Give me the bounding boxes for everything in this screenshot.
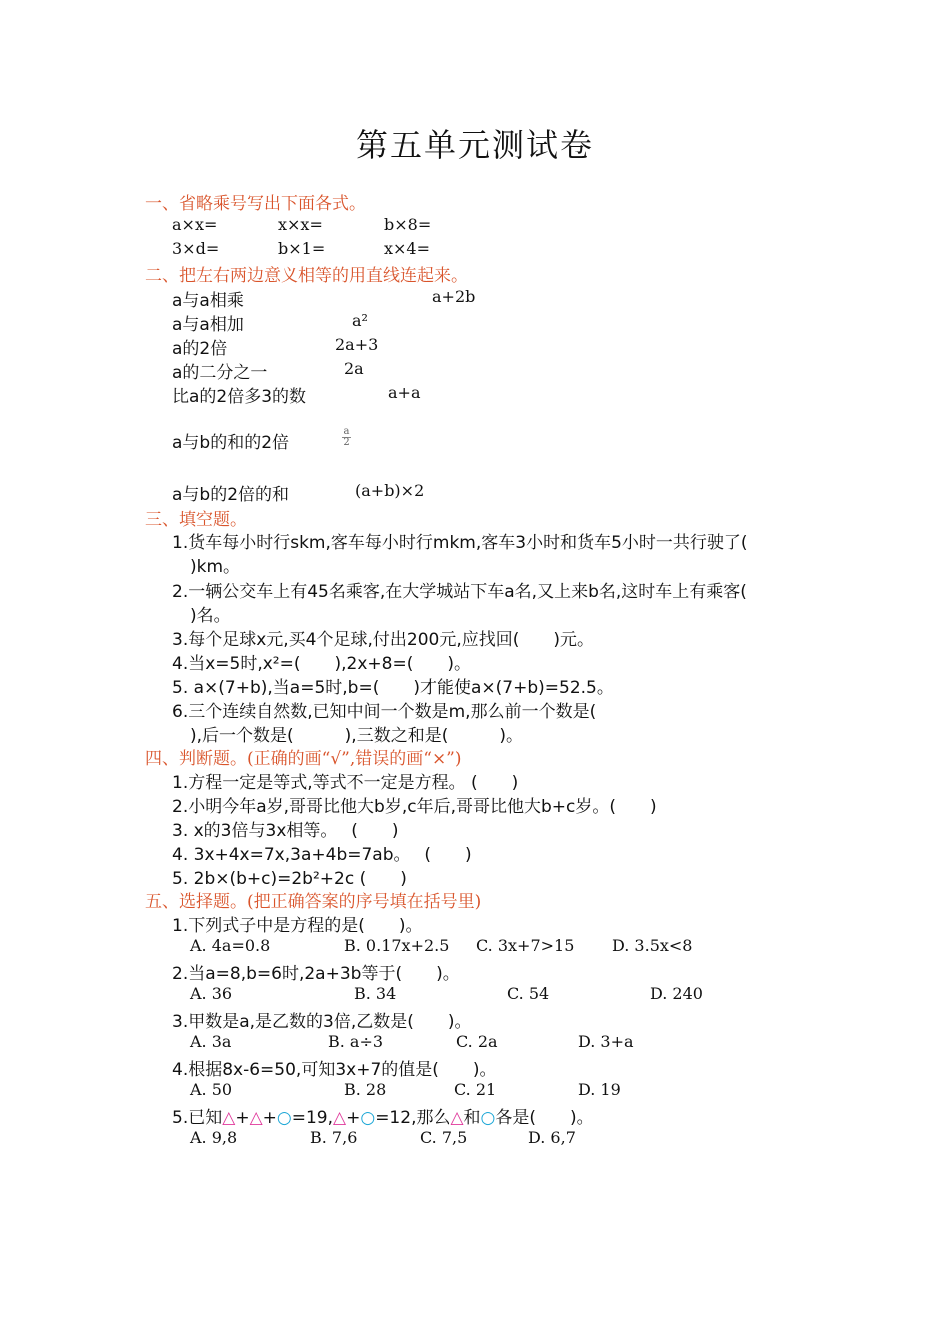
choice-option: D. 6,7: [528, 1128, 576, 1147]
match-left: a与b的2倍的和: [172, 485, 290, 505]
match-left: a的2倍: [172, 339, 228, 359]
choice-option: C. 2a: [456, 1032, 498, 1051]
triangle-symbol: △: [333, 1108, 347, 1128]
s1-item: x×4=: [384, 239, 431, 258]
fill-question-cont: )名。: [190, 606, 231, 626]
s1-item: a×x=: [172, 215, 218, 234]
judge-question: 3. x的3倍与3x相等。 ( ): [172, 821, 399, 841]
choice-question: 2.当a=8,b=6时,2a+3b等于( )。: [172, 964, 460, 984]
choice-option: B. 0.17x+2.5: [344, 936, 450, 955]
match-left: a的二分之一: [172, 363, 268, 383]
fill-question: 5. a×(7+b),当a=5时,b=( )才能使a×(7+b)=52.5。: [172, 678, 614, 698]
choice-option: A. 3a: [190, 1032, 232, 1051]
q5-end: 各是( )。: [495, 1108, 594, 1128]
judge-question: 5. 2b×(b+c)=2b²+2c ( ): [172, 869, 407, 889]
choice-option: A. 36: [190, 984, 233, 1003]
circle-symbol: ○: [480, 1108, 496, 1128]
plus-sign: +: [262, 1108, 277, 1128]
choice-option: B. 28: [344, 1080, 387, 1099]
judge-question: 4. 3x+4x=7x,3a+4b=7ab。 ( ): [172, 845, 472, 865]
q5-eq2: =12,那么: [375, 1108, 451, 1128]
match-left: a与b的和的2倍: [172, 433, 290, 453]
section-3-heading: 三、填空题。: [145, 510, 247, 530]
choice-option: C. 3x+7>15: [476, 936, 575, 955]
choice-question-5: [172, 1103, 594, 1128]
s1-item: b×1=: [278, 239, 326, 258]
triangle-symbol: △: [450, 1108, 464, 1128]
match-right: a²: [352, 311, 368, 330]
judge-question: 2.小明今年a岁,哥哥比他大b岁,c年后,哥哥比他大b+c岁。( ): [172, 797, 657, 817]
plus-sign: +: [235, 1108, 250, 1128]
judge-question: 1.方程一定是等式,等式不一定是方程。 ( ): [172, 773, 519, 793]
fill-question: 3.每个足球x元,买4个足球,付出200元,应找回( )元。: [172, 630, 595, 650]
match-left: 比a的2倍多3的数: [172, 387, 307, 407]
fill-question: 1.货车每小时行skm,客车每小时行mkm,客车3小时和货车5小时一共行驶了(: [172, 533, 748, 553]
q5-eq1: =19,: [291, 1108, 334, 1128]
s1-item: x×x=: [278, 215, 323, 234]
match-left: a与a相乘: [172, 291, 244, 311]
triangle-symbol: △: [249, 1108, 263, 1128]
section-2-heading: 二、把左右两边意义相等的用直线连起来。: [145, 266, 468, 286]
choice-question: 3.甲数是a,是乙数的3倍,乙数是( )。: [172, 1012, 472, 1032]
choice-option: D. 240: [650, 984, 703, 1003]
choice-option: C. 21: [454, 1080, 497, 1099]
match-right-fraction: [342, 427, 351, 448]
choice-question: 1.下列式子中是方程的是( )。: [172, 916, 423, 936]
choice-option: D. 3.5x<8: [612, 936, 693, 955]
triangle-symbol: △: [222, 1108, 236, 1128]
plus-sign: +: [346, 1108, 361, 1128]
fraction-numerator: a: [343, 426, 350, 437]
q5-prefix: 5.已知: [172, 1108, 223, 1128]
match-right: a+2b: [432, 287, 476, 306]
section-1-heading: 一、省略乘号写出下面各式。: [145, 194, 366, 214]
fill-question-cont: )km。: [190, 557, 241, 577]
fill-question: 4.当x=5时,x²=( ),2x+8=( )。: [172, 654, 471, 674]
choice-option: A. 4a=0.8: [190, 936, 271, 955]
choice-option: D. 19: [578, 1080, 621, 1099]
choice-option: B. 34: [354, 984, 397, 1003]
choice-option: D. 3+a: [578, 1032, 634, 1051]
section-4-heading: 四、判断题。(正确的画“√”,错误的画“×”): [145, 749, 462, 769]
page-title: 第五单元测试卷: [355, 126, 594, 164]
choice-option: C. 7,5: [420, 1128, 468, 1147]
match-right: (a+b)×2: [355, 481, 425, 500]
s1-item: 3×d=: [172, 239, 220, 258]
choice-question: 4.根据8x-6=50,可知3x+7的值是( )。: [172, 1060, 497, 1080]
s1-item: b×8=: [384, 215, 432, 234]
match-right: 2a+3: [335, 335, 379, 354]
fraction-denominator: 2: [343, 437, 350, 448]
choice-option: B. 7,6: [310, 1128, 358, 1147]
circle-symbol: ○: [276, 1108, 292, 1128]
q5-and: 和: [463, 1108, 481, 1128]
fill-question: 2.一辆公交车上有45名乘客,在大学城站下车a名,又上来b名,这时车上有乘客(: [172, 582, 747, 602]
match-left: a与a相加: [172, 315, 244, 335]
choice-option: A. 50: [190, 1080, 233, 1099]
choice-option: B. a÷3: [328, 1032, 384, 1051]
section-5-heading: 五、选择题。(把正确答案的序号填在括号里): [145, 892, 482, 912]
match-right: a+a: [388, 383, 421, 402]
fill-question: 6.三个连续自然数,已知中间一个数是m,那么前一个数是(: [172, 702, 597, 722]
choice-option: A. 9,8: [190, 1128, 238, 1147]
choice-option: C. 54: [507, 984, 550, 1003]
circle-symbol: ○: [360, 1108, 376, 1128]
fill-question-cont: ),后一个数是( ),三数之和是( )。: [190, 726, 523, 746]
match-right: 2a: [344, 359, 364, 378]
